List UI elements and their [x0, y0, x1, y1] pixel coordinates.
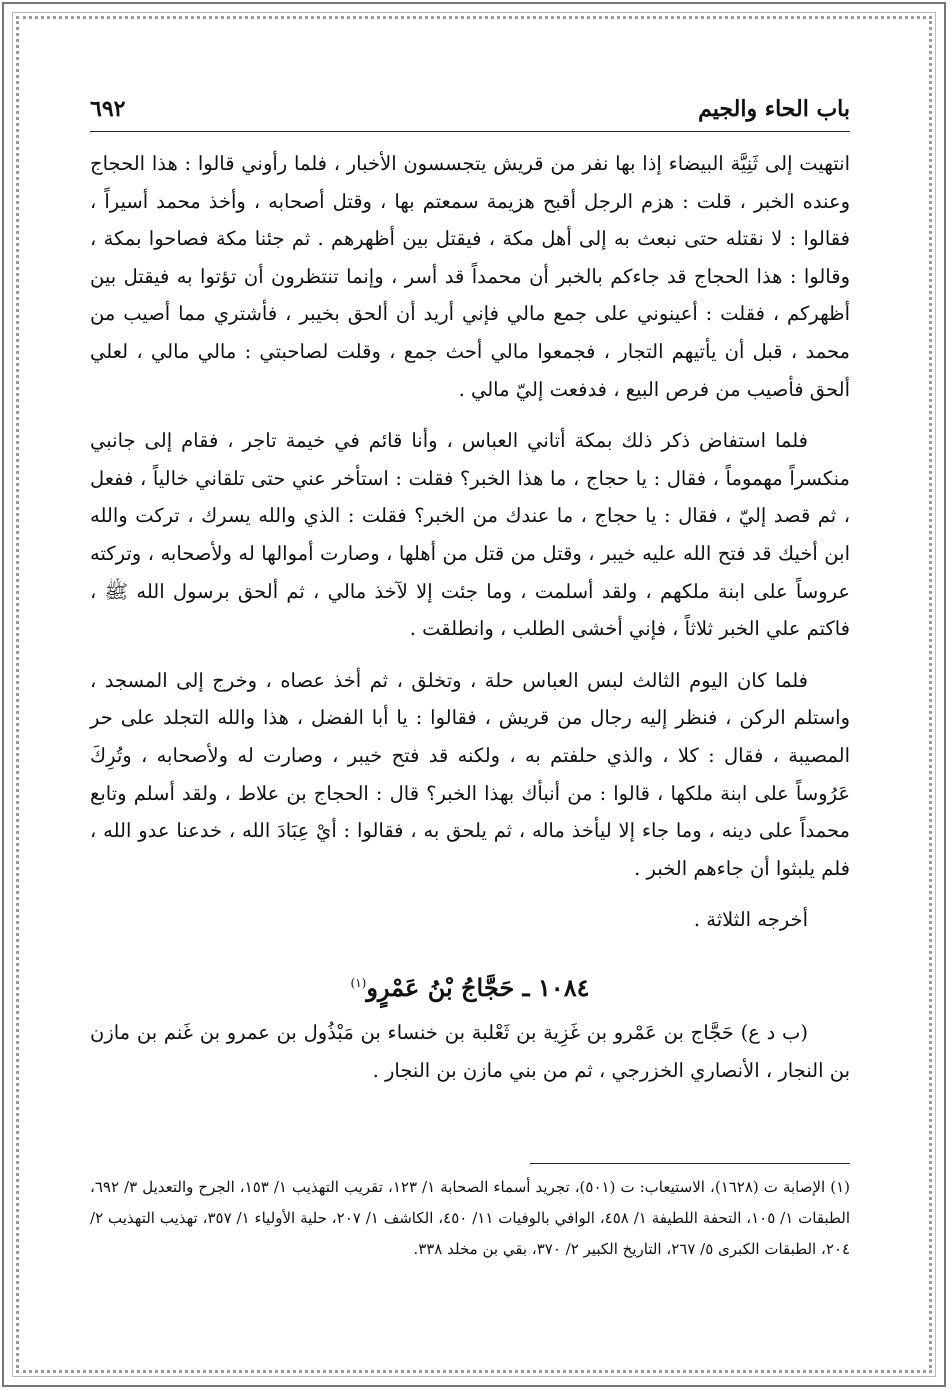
entry-heading: [90, 965, 850, 1007]
running-header: [90, 92, 850, 132]
paragraph-4: أخرجه الثلاثة .: [693, 908, 808, 932]
paragraph-3: فلما كان اليوم الثالث لبس العباس حلة ، وتخلق ، ثم أخذ عصاه ، وخرج إلى المسجد ، واستلم الركن ، فنظر إليه رجال من قريش ، فقالوا : يا أبا الفضل ، هذا والله التجلد على حر المصيبة ، فقال : كلا ، والذي حلفتم به ، ولكنه قد فتح خيبر ، وصارت له ولأصحابه ، وتُرِكَ عَرُوساً على ابنة ملكها ، قالوا : من أنبأك بهذا الخبر؟ قال : الحجاج بن علاط ، ولقد أسلم وتابع محمداً على دينه ، وما جاء إلا ليأخذ ماله ، ثم يلحق به ، فقالوا : أيْ عِبَادَ الله ، خدعنا عدو الله ، فلم يلبثوا أن جاءهم الخبر .: [90, 668, 850, 880]
page-number: ٦٩٢: [90, 96, 126, 122]
footnote-1: (١) الإصابة ت (١٦٢٨)، الاستيعاب: ت (٥٠١)، تجريد أسماء الصحابة ١/ ١٢٣، تقريب التهذيب ١/ ١٥٣، الجرح والتعديل ٣/ ٦٩٢، الطبقات ١/ ١٠٥، التحفة اللطيفة ١/ ٤٥٨، الوافي بالوفيات ١١/ ٤٥٠، الكاشف ١/ ٢٠٧، حلية الأولياء ١/ ٣٥٧، تهذيب التهذيب ٢/ ٢٠٤، الطبقات الكبرى ٥/ ٢٦٧، التاريخ الكبير ٢/ ٣٧٠، بقي بن مخلد ٣٣٨.: [90, 1178, 851, 1258]
entry-paragraph: (ب د ع) حَجَّاج بن عَمْرو بن غَزِية بن ثَعْلبة بن خنساء بن مَبْذُول بن عمرو بن غَنم بن مازن بن النجار ، الأنصاري الخزرجي ، ثم من بني مازن بن النجار .: [90, 1021, 850, 1083]
header-rule: [90, 131, 850, 132]
paragraph-2: فلما استفاض ذكر ذلك بمكة أتاني العباس ، وأنا قائم في خيمة تاجر ، فقام إلى جانبي منكسراً مهموماً ، فقال : يا حجاج ، ما هذا الخبر؟ فقلت : استأخر عني حتى تلقاني خالياً ، ففعل ، ثم قصد إليّ ، فقال : يا حجاج ، ما عندك من الخبر؟ فقلت : الذي والله يسرك ، تركت والله ابن أخيك قد فتح الله عليه خيبر ، وقتل من قتل من أهلها ، وصارت أموالها له ولأصحابه ، وتركته عروساً على ابنة ملكهم ، ولقد أسلمت ، وما جئت إلا لآخذ مالي ، ثم ألحق برسول الله ﷺ ، فاكتم علي الخبر ثلاثاً ، فإني أخشى الطلب ، وانطلقت .: [90, 429, 850, 641]
footnote-marker: (١): [350, 975, 367, 990]
entry-heading-text: ١٠٨٤ ـ حَجَّاجُ بْنُ عَمْرٍو: [366, 972, 590, 1002]
chapter-title: باب الحاء والجيم: [698, 96, 850, 122]
main-text: [90, 145, 850, 1104]
footnotes: [90, 1172, 850, 1265]
footnote-rule: [530, 1163, 850, 1164]
paragraph-1: انتهيت إلى ثَنِيَّة البيضاء إذا بها نفر من قريش يتجسسون الأخبار ، فلما رأوني قالوا : هذا الحجاج وعنده الخبر ، قلت : هزم الرجل أقبح هزيمة سمعتم بها ، وقتل أصحابه ، وأخذ محمد أسيراً ، فقالوا : لا نقتله حتى نبعث به إلى أهل مكة ، فيقتل بين أظهرهم . ثم جئنا مكة فصاحوا بمكة ، وقالوا : هذا الحجاج قد جاءكم بالخبر أن محمداً قد أسر ، وإنما تنتظرون أن تؤتوا به فيقتل بين أظهركم ، فقلت : أعينوني على جمع مالي فإني أريد أن ألحق بخيبر ، فأشتري مما أصيب من محمد ، قبل أن يأتيهم التجار ، فجمعوا مالي أحث جمع ، وقلت لصاحبتي : مالي مالي ، لعلي ألحق فأصيب من فرص البيع ، فدفعت إليّ مالي .: [90, 152, 850, 401]
